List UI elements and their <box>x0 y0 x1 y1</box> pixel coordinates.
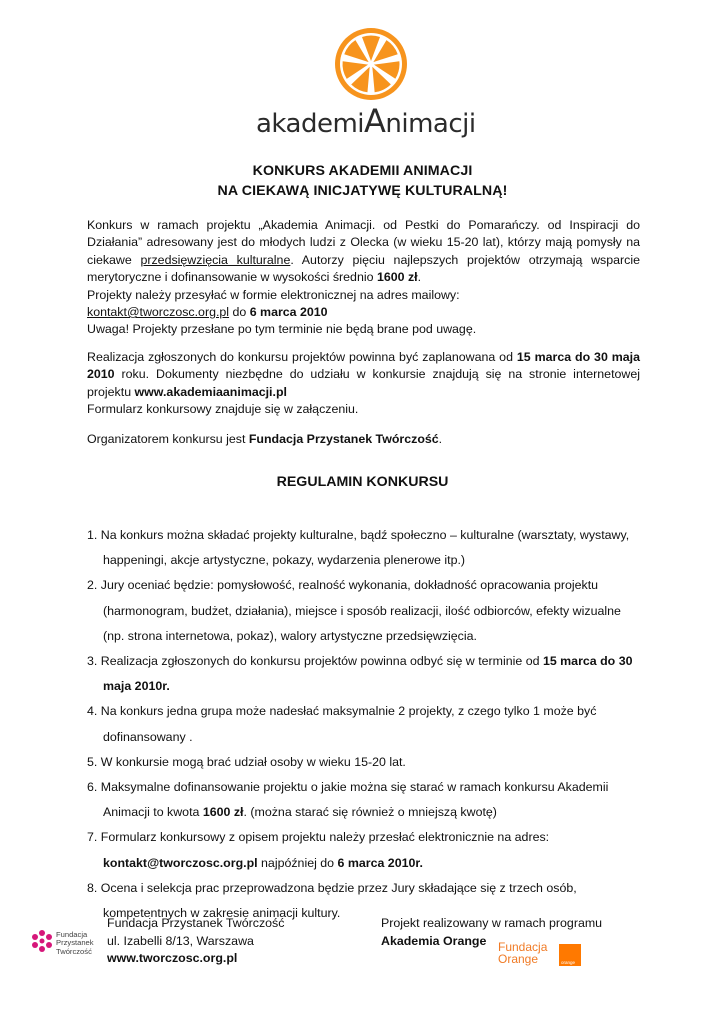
intro-text: Formularz konkursowy znajduje się w załączeniu. <box>87 402 359 417</box>
rule-text: dofinansowany . <box>103 729 193 744</box>
rule-item <box>87 750 640 775</box>
orange-logo-icon <box>559 944 581 966</box>
intro-text: Organizatorem konkursu jest <box>87 432 249 446</box>
footer-address <box>107 915 284 968</box>
rule-item <box>87 825 640 875</box>
rule-text: 5. W konkursie mogą brać udział osoby w wieku 15-20 lat. <box>87 754 406 769</box>
regulations-heading: REGULAMIN KONKURSU <box>276 474 449 490</box>
rule-text: 3. Realizacja zgłoszonych do konkursu projektów powinna odbyć się w terminie od <box>87 654 543 669</box>
website-link[interactable]: www.akademiaanimacji.pl <box>134 384 287 399</box>
footer-street: ul. Izabelli 8/13, Warszawa <box>107 933 254 948</box>
email-link[interactable]: kontakt@tworczosc.org.pl <box>87 305 230 320</box>
fundacja-przystanek-logo-text <box>56 931 94 956</box>
intro-text: . <box>417 270 422 285</box>
intro-text: . <box>438 432 443 446</box>
fundacja-przystanek-logo <box>30 929 54 960</box>
organizer-name: Fundacja Przystanek Twórczość <box>248 432 439 446</box>
realization-dates: 15 marca do 30 maja 2010 <box>87 350 640 382</box>
rule-text: Animacji to kwota <box>103 805 203 820</box>
intro-text: . Autorzy pięciu najlepszych projektów otrzymają wsparcie merytoryczne i dofinansowanie w wysokości średnio <box>87 252 640 285</box>
rule-dates: maja 2010r. <box>103 679 170 694</box>
orange-slice-icon <box>250 28 450 108</box>
logo-text-line: Przystanek <box>56 938 94 948</box>
rule-text: najpóźniej do <box>257 855 338 870</box>
footer-website-link[interactable]: www.tworczosc.org.pl <box>107 951 238 966</box>
akademia-animacji-logo <box>250 28 476 140</box>
funding-amount: 1600 zł <box>376 270 418 285</box>
logo-text-right: nimacji <box>385 109 476 139</box>
logo-text-a: A <box>364 102 386 140</box>
deadline: 6 marca 2010 <box>249 305 328 320</box>
projects-link[interactable]: przedsięwzięcia kulturalne <box>140 252 291 267</box>
intro-paragraph <box>87 217 640 339</box>
page-subtitle: NA CIEKAWĄ INICJATYWĘ KULTURALNĄ! <box>217 183 508 199</box>
intro-text: Realizacja zgłoszonych do konkursu projektów powinna być zaplanowana od <box>87 350 517 364</box>
rule-text: (np. strona internetowa, pokaz), walory artystyczne przedsięwzięcia. <box>103 628 477 643</box>
rule-item <box>87 573 640 649</box>
footer-program-name: Akademia Orange <box>381 933 487 948</box>
rule-text: 1. Na konkurs można składać projekty kulturalne, bądź społeczno – kulturalne (warsztaty, wystawy, <box>87 528 630 542</box>
logo-text-line: Twórczość <box>56 946 92 956</box>
intro-text: do <box>229 305 250 320</box>
rule-dates: 15 marca do 30 <box>542 654 633 669</box>
intro-text: Konkurs w ramach projektu „Akademia Animacji. od Pestki do Pomarańczy. od Inspiracji do Działania” adresowany jest do młodych ludzi z Olecka (w wieku 15-20 lat), którzy mają pomysły na ciekawe <box>87 218 640 267</box>
fundacja-orange-logo <box>498 941 547 965</box>
rule-item <box>87 649 640 699</box>
intro-text: Uwaga! Projekty przesłane po tym terminie nie będą brane pod uwagę. <box>87 322 477 337</box>
page-title: KONKURS AKADEMII ANIMACJI <box>252 163 473 179</box>
rule-text: 2. Jury oceniać będzie: pomysłowość, realność wykonania, dokładność opracowania projektu <box>87 578 599 593</box>
orange-logo-text: orange <box>561 960 576 965</box>
logo-text-left: akademi <box>256 109 365 139</box>
rule-item <box>87 775 640 825</box>
rule-amount: 1600 zł <box>202 805 244 820</box>
logo-wordmark <box>256 102 476 140</box>
intro-text: Projekty należy przesyłać w formie elektronicznej na adres mailowy: <box>87 287 460 302</box>
rule-item <box>87 523 640 573</box>
rule-text: 6. Maksymalne dofinansowanie projektu o jakie można się starać w ramach konkursu Akademii <box>87 780 609 795</box>
rule-text: 8. Ocena i selekcja prac przeprowadzona będzie przez Jury składające się z trzech osób, <box>87 880 577 895</box>
intro-text: roku. Dokumenty niezbędne do udziału w konkursie znajdują się na stronie internetowej projektu <box>87 367 640 399</box>
logo-text-line: Orange <box>498 952 539 966</box>
rule-deadline: 6 marca 2010r. <box>337 855 423 870</box>
rule-text: . (można starać się również o mniejszą kwotę) <box>243 805 497 820</box>
realization-paragraph <box>87 349 640 419</box>
rule-text: 4. Na konkurs jedna grupa może nadesłać maksymalnie 2 projekty, z czego tylko 1 może być <box>87 704 597 719</box>
flower-icon <box>30 929 54 957</box>
footer-project-line: Projekt realizowany w ramach programu <box>381 916 603 930</box>
rule-text: kompetentnych w zakresie animacji kultury. <box>103 906 341 921</box>
rules-list <box>87 523 640 926</box>
rule-item <box>87 699 640 749</box>
logo-text-line: Fundacja <box>498 940 548 954</box>
logo-text-line: Fundacja <box>56 930 88 939</box>
rule-text: happeningi, akcje artystyczne, pokazy, wydarzenia plenerowe itp.) <box>103 553 466 568</box>
rule-email[interactable]: kontakt@tworczosc.org.pl <box>103 855 258 870</box>
organizer-paragraph <box>87 431 640 448</box>
rule-text: 7. Formularz konkursowy z opisem projektu należy przesłać elektronicznie na adres: <box>87 830 550 845</box>
footer-org-name: Fundacja Przystanek Twórczość <box>107 916 285 930</box>
rule-text: (harmonogram, budżet, działania), miejsce i sposób realizacji, ilość odbiorców, efekty wizualne <box>103 603 621 618</box>
